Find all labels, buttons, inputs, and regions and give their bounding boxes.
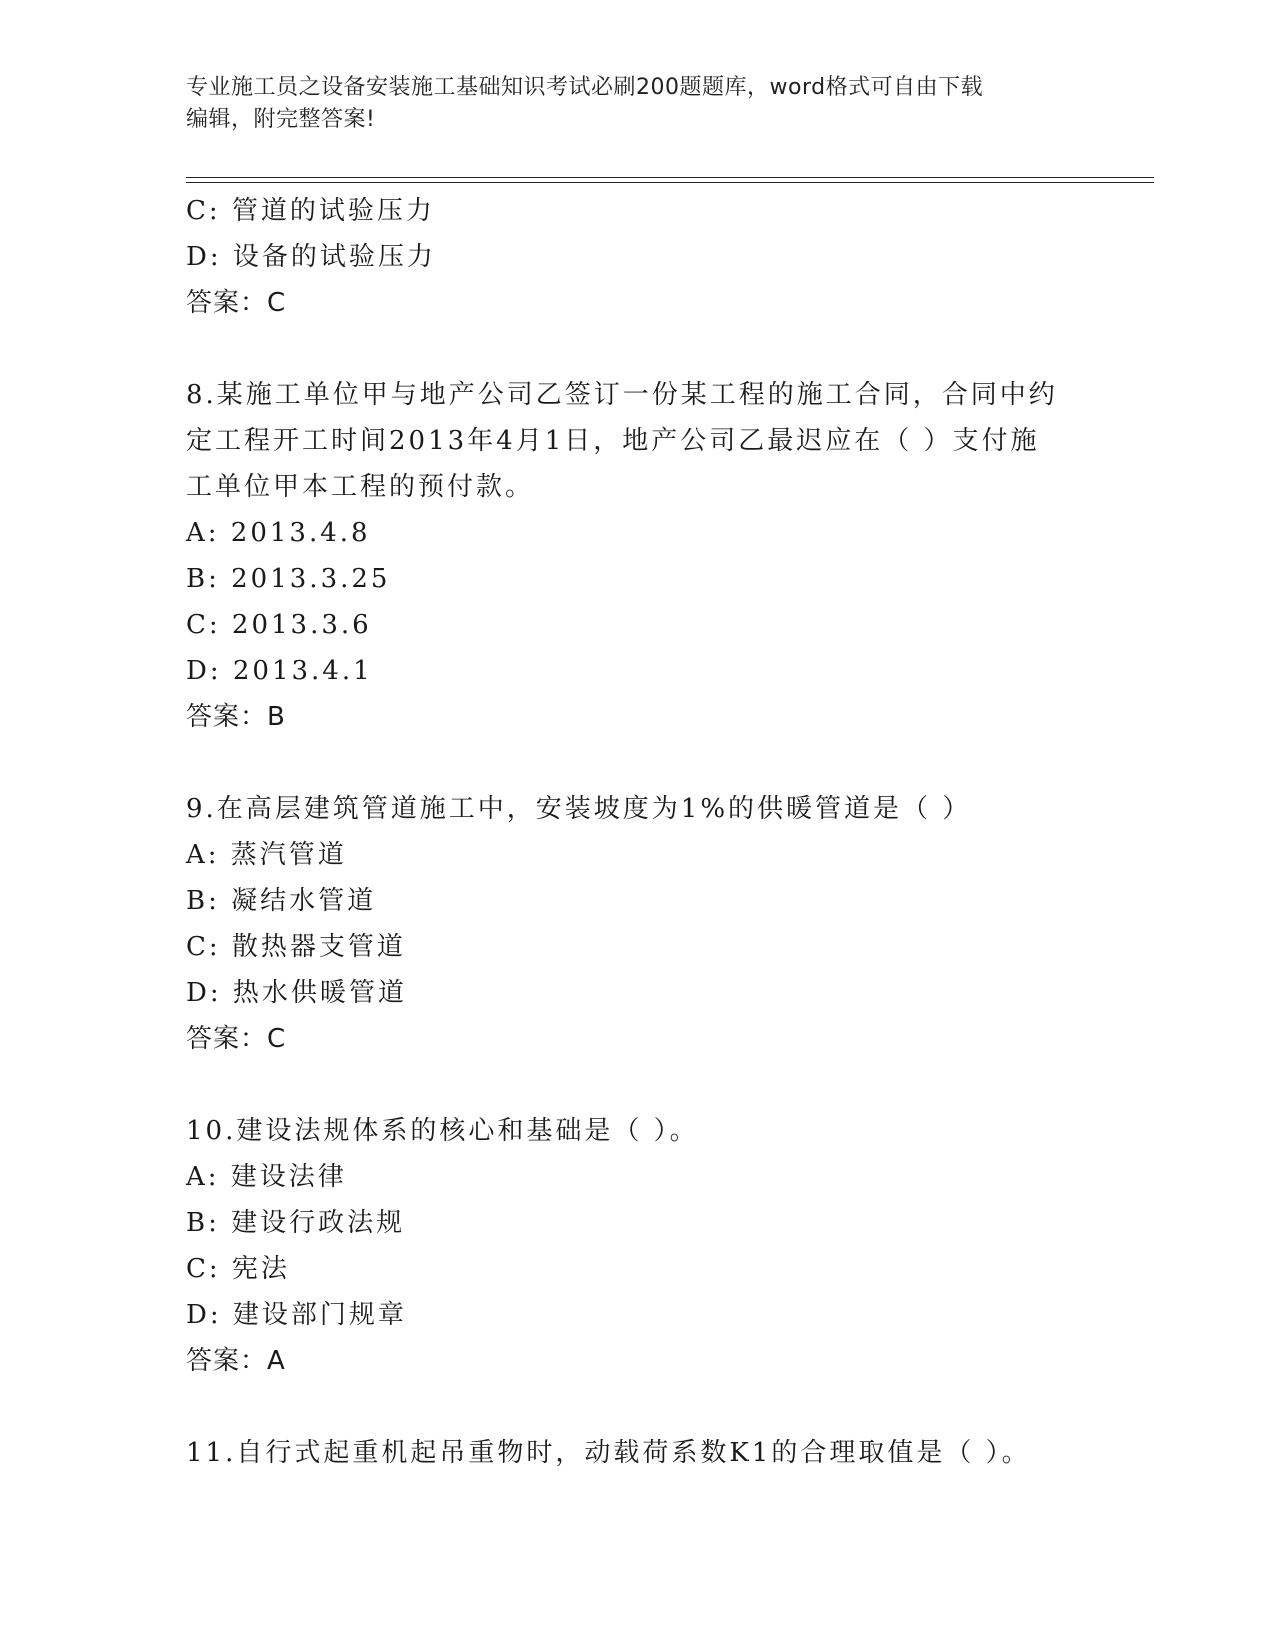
- header-rule-top: [186, 177, 1154, 178]
- option-d: D: 建设部门规章: [186, 1300, 407, 1330]
- header-rule-bottom: [186, 182, 1154, 183]
- question-11: [186, 1430, 1086, 1476]
- question-stem: 10.建设法规体系的核心和基础是（ ）。: [186, 1116, 699, 1146]
- question-stem: 9.在高层建筑管道施工中，安装坡度为1%的供暖管道是（ ）: [186, 794, 972, 824]
- option-d: D: 设备的试验压力: [186, 242, 436, 272]
- answer: 答案：C: [186, 1024, 287, 1054]
- option-a: A: 蒸汽管道: [186, 840, 347, 870]
- answer: 答案：A: [186, 1346, 286, 1376]
- option-b: B: 2013.3.25: [186, 564, 391, 594]
- question-stem: [186, 372, 1086, 510]
- header-line-1: 专业施工员之设备安装施工基础知识考试必刷200题题库，word格式可自由下载: [186, 75, 984, 100]
- option-c: C: 散热器支管道: [186, 932, 406, 962]
- option-d: D: 2013.4.1: [186, 656, 373, 686]
- spacer: [186, 740, 1086, 786]
- option-c: C: 宪法: [186, 1254, 290, 1284]
- option-b: B: 凝结水管道: [186, 886, 377, 916]
- option-c: C: 2013.3.6: [186, 610, 372, 640]
- header-line-2: 编辑，附完整答案!: [186, 107, 376, 132]
- question-8: [186, 372, 1086, 740]
- stem-line: 工单位甲本工程的预付款。: [186, 472, 535, 502]
- spacer: [186, 326, 1086, 372]
- question-stem: 11.自行式起重机起吊重物时，动载荷系数K1的合理取值是（ ）。: [186, 1438, 1031, 1468]
- spacer: [186, 1062, 1086, 1108]
- question-list: [186, 188, 1086, 1476]
- stem-line: 定工程开工时间2013年4月1日，地产公司乙最迟应在（ ）支付施: [186, 426, 1040, 456]
- option-b: B: 建设行政法规: [186, 1208, 406, 1238]
- option-d: D: 热水供暖管道: [186, 978, 407, 1008]
- option-c: C: 管道的试验压力: [186, 196, 435, 226]
- spacer: [186, 1384, 1086, 1430]
- answer: 答案：B: [186, 702, 286, 732]
- option-a: A: 2013.4.8: [186, 518, 371, 548]
- question-7-tail: [186, 188, 1086, 326]
- question-10: [186, 1108, 1086, 1384]
- document-header: [186, 72, 1086, 136]
- option-a: A: 建设法律: [186, 1162, 347, 1192]
- stem-line: 8.某施工单位甲与地产公司乙签订一份某工程的施工合同，合同中约: [186, 380, 1058, 410]
- answer: 答案：C: [186, 288, 287, 318]
- question-9: [186, 786, 1086, 1062]
